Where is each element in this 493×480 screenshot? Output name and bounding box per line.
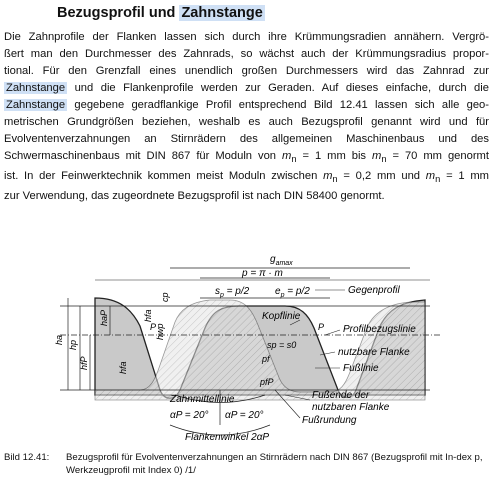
label-zahnmittellinie: Zahnmittellinie bbox=[170, 394, 235, 405]
math-m: m bbox=[371, 150, 382, 162]
label-hap: haP bbox=[99, 309, 109, 326]
paragraph-text: = 1 mm bbox=[440, 170, 490, 183]
label-hfp: hfP bbox=[79, 356, 89, 370]
label-p-right: P bbox=[318, 322, 325, 332]
label-alpha-left: αP = 20° bbox=[170, 410, 209, 421]
label-hfa: hfa bbox=[143, 309, 153, 322]
label-fussende-2: nutzbaren Flanke bbox=[312, 402, 390, 413]
paragraph-line bbox=[4, 168, 489, 188]
label-pf: pf bbox=[262, 354, 270, 364]
label-flankenwinkel: Flankenwinkel 2αP bbox=[185, 432, 270, 443]
reference-profile-diagram bbox=[0, 240, 493, 445]
label-ep: $e_p = p/2$ bbox=[275, 286, 310, 299]
caption-number: Bild 12.41: bbox=[4, 452, 50, 463]
title-highlight: Zahnstange bbox=[181, 5, 263, 21]
paragraph-line: Die Zahnprofile der Flanken lassen sich durch ihre Krümmungsradien annähern. Vergrö- bbox=[4, 31, 489, 43]
leader-profilbezug bbox=[325, 330, 340, 335]
paragraph-line: metrischen Grundgrößen beziehen, weshalb es auch Bezugsprofil genannt wird und für bbox=[4, 116, 489, 128]
label-profilbezugslinie: Profilbezugslinie bbox=[343, 324, 416, 335]
paragraph-line bbox=[4, 80, 489, 97]
math-sub: n bbox=[435, 174, 441, 185]
paragraph-line: tional. Für den Grenzfall eines unendlich großen Durchmessers wird das Zahnrad zur bbox=[4, 65, 489, 77]
highlight-zahnstange: Zahnstange bbox=[6, 99, 66, 111]
title-prefix: Bezugsprofil und bbox=[57, 5, 180, 21]
label-sp-s0: sp = s0 bbox=[267, 340, 297, 350]
math-m: m bbox=[281, 150, 292, 162]
math-sub: n bbox=[291, 154, 297, 165]
paragraph-text: = 0,2 mm und bbox=[337, 170, 426, 183]
reference-profile-figure bbox=[0, 240, 493, 445]
label-pitch: p = π · m bbox=[242, 268, 283, 279]
paragraph-text: Schwermaschinenbaus mit DIN 867 für Moduln von bbox=[4, 150, 282, 162]
paragraph-text: = 70 mm genormt bbox=[386, 150, 489, 162]
label-gamax: $g_{amax}$ bbox=[270, 254, 293, 267]
paragraph-line bbox=[4, 148, 489, 168]
highlight-zahnstange: Zahnstange bbox=[6, 82, 66, 94]
label-fussrundung: Fußrundung bbox=[302, 415, 357, 426]
section-title bbox=[57, 5, 265, 21]
label-pfp: pfP bbox=[260, 377, 274, 387]
label-alpha-right: αP = 20° bbox=[225, 410, 264, 421]
label-cp: cp bbox=[160, 292, 170, 302]
label-p: P bbox=[150, 322, 157, 332]
paragraph-text: = 1 mm bis bbox=[296, 150, 372, 162]
math-m: m bbox=[425, 170, 436, 183]
paragraph-line: ßert man den Durchmesser des Zahnrads, so wächst auch der Krümmungsradius propor- bbox=[4, 48, 489, 60]
paragraph-line: Evolventenverzahnungen an Stirnrädern des allgemeinen Maschinenbaus und des bbox=[4, 133, 489, 145]
body-paragraph bbox=[4, 29, 489, 205]
label-hwp: hwp bbox=[155, 323, 165, 340]
paragraph-line: zur Verwendung, das zugeordnete Bezugsprofil ist nach DIN 58400 genormt. bbox=[4, 190, 385, 203]
label-fusslinie: Fußlinie bbox=[343, 363, 379, 374]
label-kopflinie: Kopflinie bbox=[262, 311, 301, 322]
label-fussende-1: Fußende der bbox=[312, 390, 370, 401]
label-sp: $s_p = p/2$ bbox=[215, 286, 250, 299]
label-gegenprofil: Gegenprofil bbox=[348, 285, 400, 296]
caption-text: Bezugsprofil für Evolventenverzahnungen an Stirnrädern nach DIN 867 (Bezugsprofil mit In-dex p, Werkzeugprofil mit Index 0) /1/ bbox=[66, 452, 483, 476]
math-m: m bbox=[323, 170, 333, 183]
label-hp: hp bbox=[68, 339, 78, 350]
paragraph-text: ist. In der Feinwerktechnik kommen meist Moduln zwischen bbox=[4, 170, 324, 183]
math-sub: n bbox=[332, 174, 338, 185]
label-hfa-2: hfa bbox=[118, 361, 128, 374]
paragraph-text: und die Flankenprofile werden zur Geraden. Auf dieses einfache, durch die bbox=[67, 82, 489, 94]
label-ha: ha bbox=[54, 334, 64, 345]
paragraph-line bbox=[4, 97, 489, 114]
label-nutzbare-flanke: nutzbare Flanke bbox=[338, 347, 410, 358]
math-sub: n bbox=[381, 154, 387, 165]
paragraph-text: gegebene geradflankige Profil entsprechend Bild 12.41 lassen sich alle geo- bbox=[67, 99, 489, 111]
